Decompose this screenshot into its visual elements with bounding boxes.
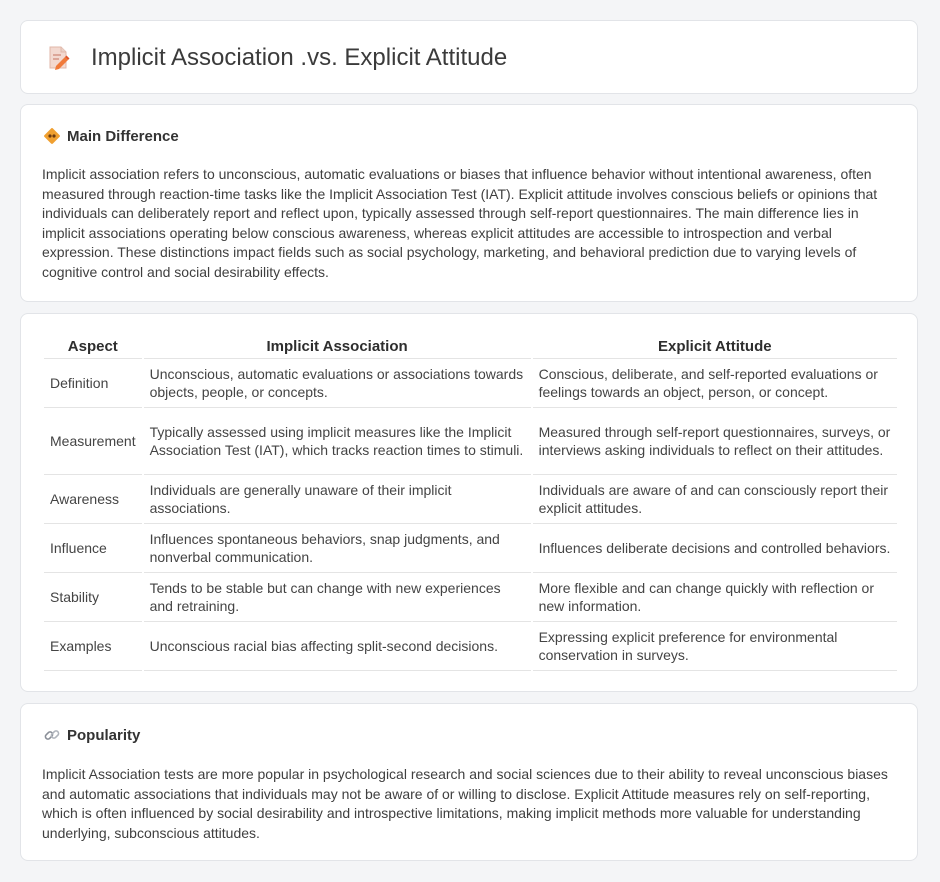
table-row (44, 524, 897, 573)
table-row (44, 622, 897, 671)
table-row (44, 408, 897, 475)
title-row (47, 43, 507, 73)
row-explicit: Expressing explicit preference for environmental conservation in surveys. (533, 622, 897, 671)
popularity-header (43, 726, 140, 744)
row-aspect: Definition (44, 359, 142, 408)
main-difference-text: Implicit association refers to unconscious, automatic evaluations or biases that influence behavior without intentional awareness, often measured through reaction-time tasks like the Implicit Association Test (IAT). Explicit attitude involves conscious beliefs or opinions that individuals can deliberately report and reflect upon, typically assessed through self-report questionnaires. The main difference lies in implicit associations operating below conscious awareness, whereas explicit attitudes are accessible to introspection and verbal expression. These distinctions impact fields such as social psychology, marketing, and behavioral prediction due to varying levels of cognitive control and social desirability effects. (42, 166, 878, 280)
row-implicit: Unconscious, automatic evaluations or associations towards objects, people, or concepts. (144, 359, 531, 408)
table-header-row (44, 334, 897, 359)
popularity-heading: Popularity (67, 726, 141, 744)
row-implicit: Influences spontaneous behaviors, snap judgments, and nonverbal communication. (144, 524, 531, 573)
row-explicit: Measured through self-report questionnaires, surveys, or interviews asking individuals to reflect on their attitudes. (533, 408, 897, 475)
row-aspect: Awareness (44, 475, 142, 524)
row-aspect: Influence (44, 524, 142, 573)
table-row (44, 359, 897, 408)
table-row (44, 475, 897, 524)
row-implicit: Typically assessed using implicit measures like the Implicit Association Test (IAT), which tracks reaction times to stimuli. (144, 408, 531, 475)
page-title: Implicit Association .vs. Explicit Attitude (91, 44, 508, 71)
popularity-card (20, 703, 918, 861)
row-aspect: Examples (44, 622, 142, 671)
main-difference-header (43, 127, 179, 145)
diamond-sign-icon (43, 127, 61, 145)
link-icon (43, 726, 61, 744)
row-explicit: More flexible and can change quickly with reflection or new information. (533, 573, 897, 622)
main-difference-card (20, 104, 918, 302)
comparison-table (42, 334, 899, 671)
row-explicit: Conscious, deliberate, and self-reported evaluations or feelings towards an object, person, or concept. (533, 359, 897, 408)
row-explicit: Influences deliberate decisions and controlled behaviors. (533, 524, 897, 573)
document-pencil-icon (47, 44, 71, 72)
popularity-text: Implicit Association tests are more popular in psychological research and social sciences due to their ability to reveal unconscious biases and automatic associations that individuals may not be aware of or willing to disclose. Explicit Attitude measures rely on self-reporting, which is often influenced by social desirability and introspective limitations, making implicit methods more valuable for understanding underlying, subconscious attitudes. (42, 766, 888, 841)
column-header-implicit: Implicit Association (144, 334, 531, 359)
comparison-table-card (20, 313, 918, 692)
header-card (20, 20, 918, 94)
row-explicit: Individuals are aware of and can consciously report their explicit attitudes. (533, 475, 897, 524)
row-implicit: Tends to be stable but can change with new experiences and retraining. (144, 573, 531, 622)
row-aspect: Stability (44, 573, 142, 622)
row-implicit: Unconscious racial bias affecting split-second decisions. (144, 622, 531, 671)
column-header-explicit: Explicit Attitude (533, 334, 897, 359)
column-header-aspect: Aspect (44, 334, 142, 359)
main-difference-heading: Main Difference (67, 127, 179, 145)
row-implicit: Individuals are generally unaware of their implicit associations. (144, 475, 531, 524)
row-aspect: Measurement (44, 408, 142, 475)
table-row (44, 573, 897, 622)
